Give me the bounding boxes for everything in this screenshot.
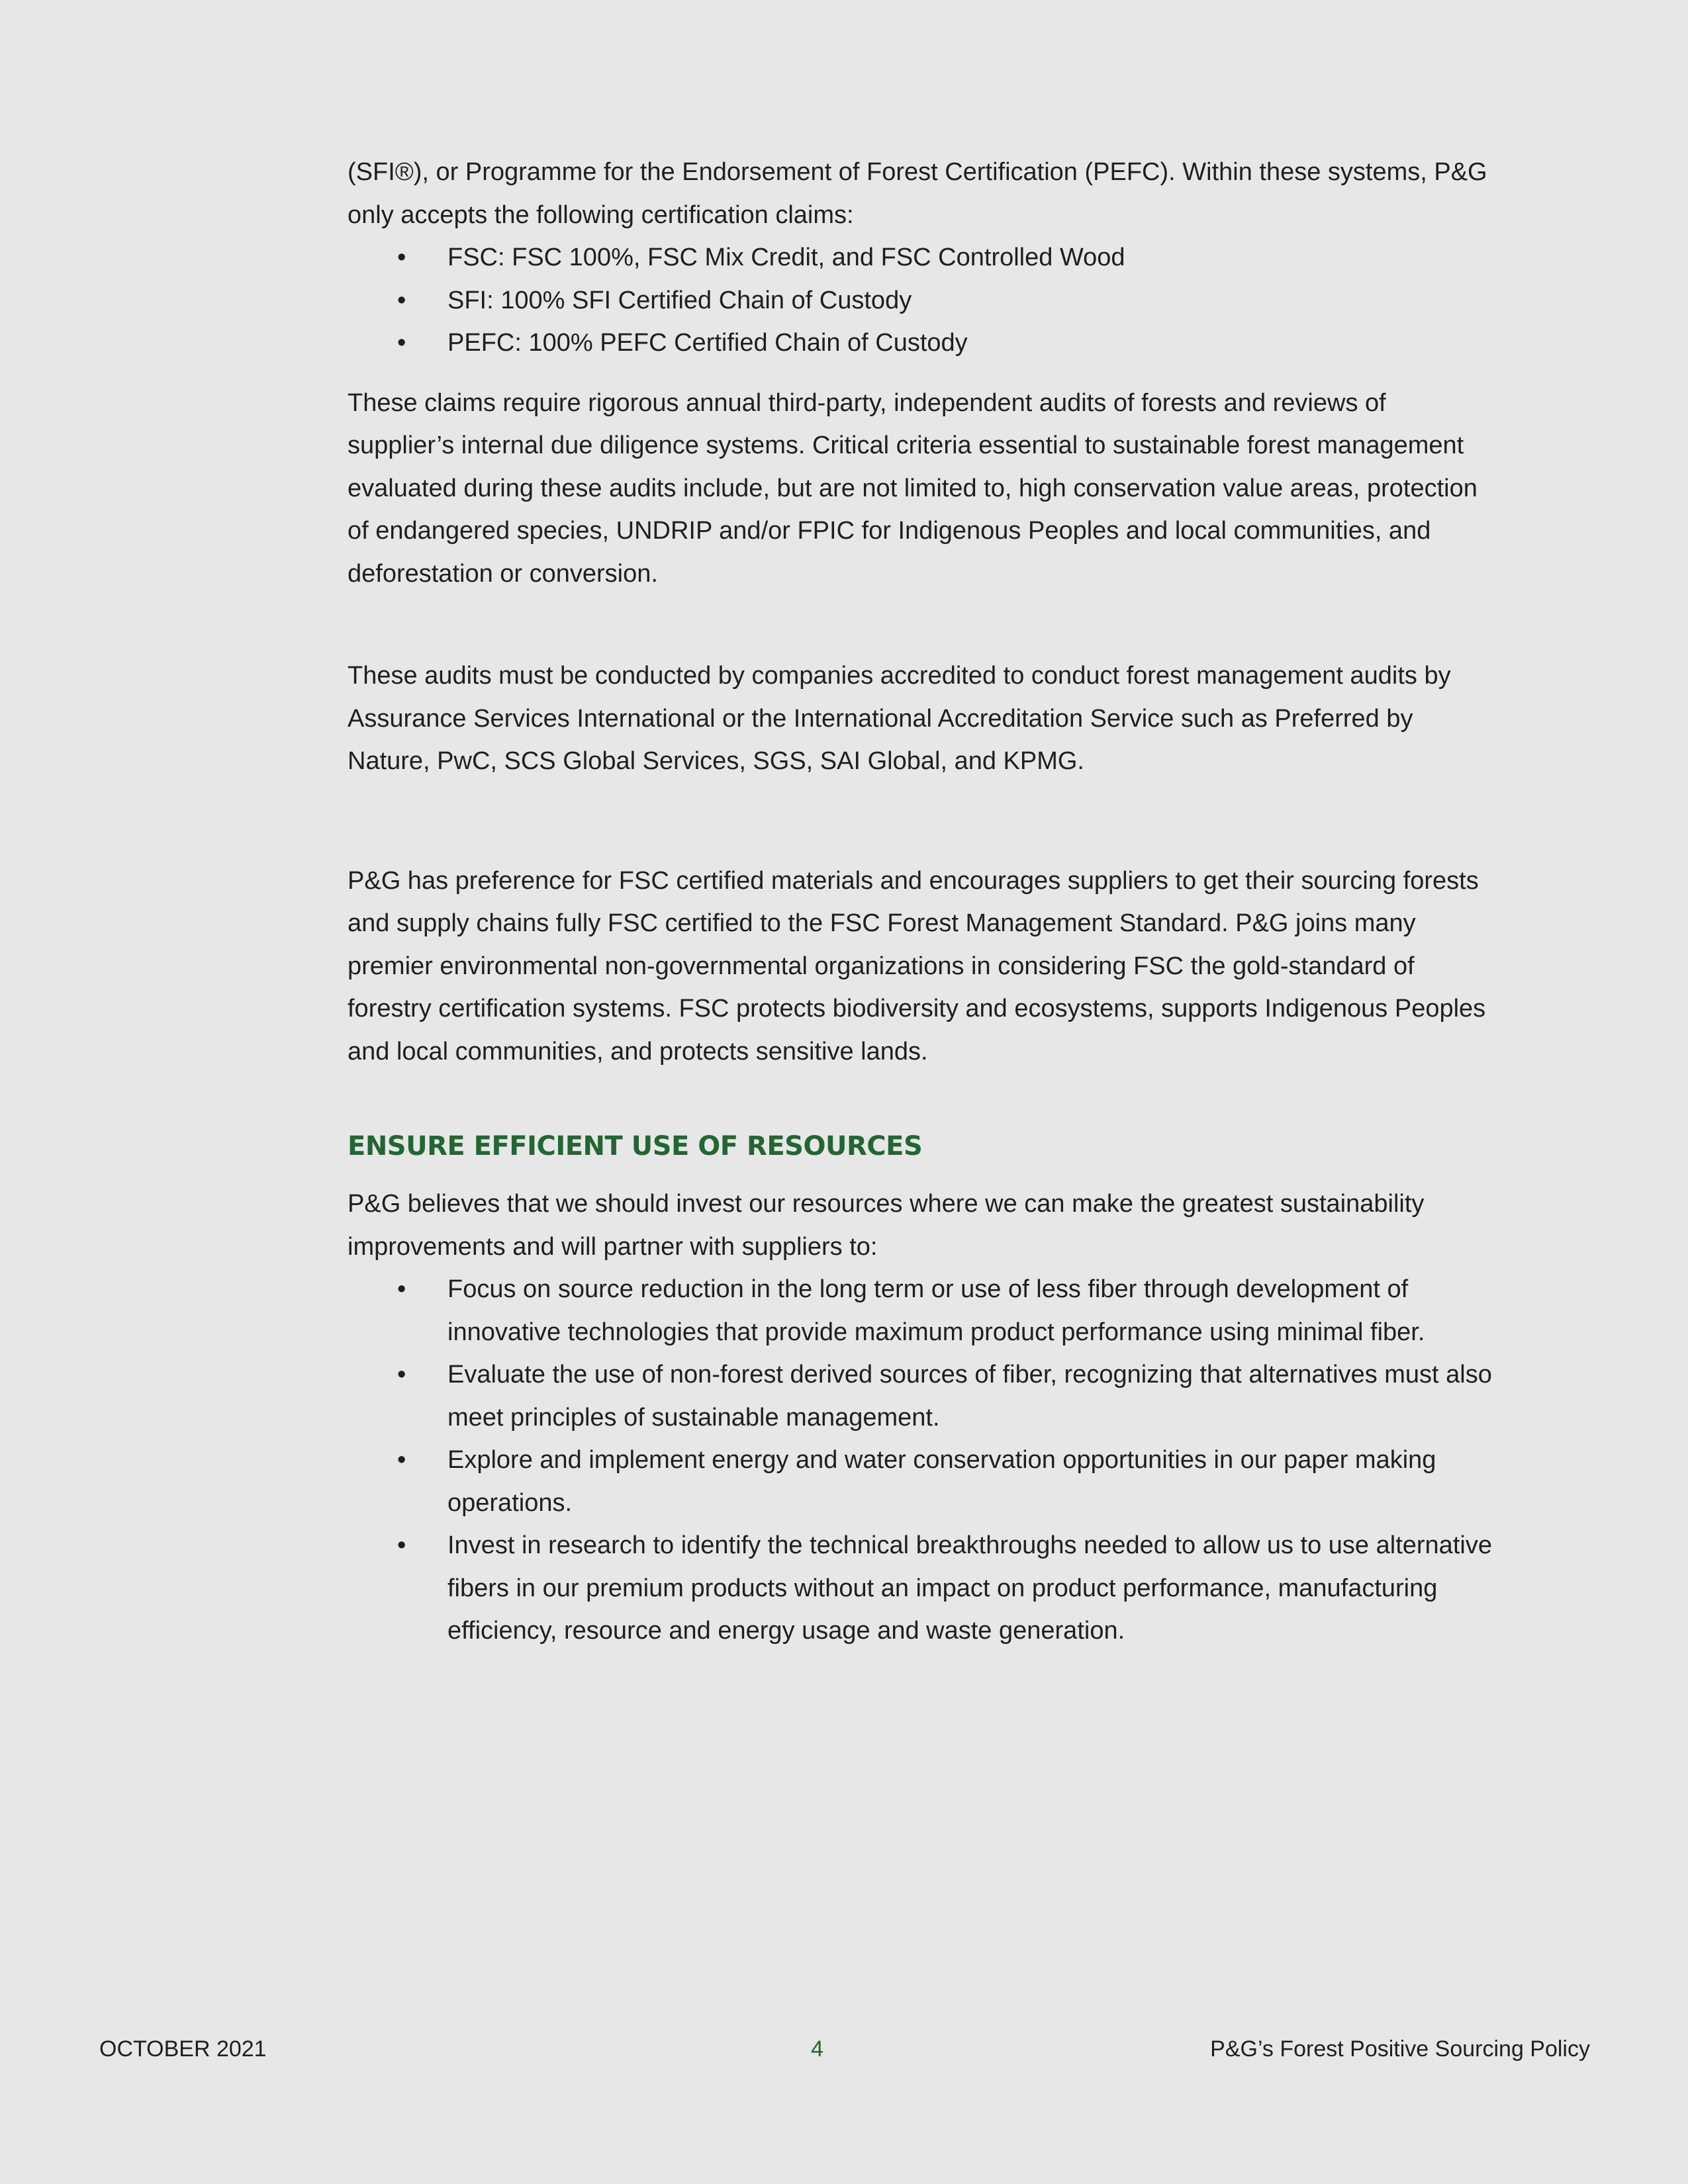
list-item-text: Focus on source reduction in the long term or use of less fiber through development of innovative technologies that provide maximum product performance using minimal fiber. bbox=[447, 1275, 1425, 1346]
page-content bbox=[348, 151, 1499, 1653]
list-item bbox=[348, 322, 1499, 365]
list-item bbox=[348, 1268, 1499, 1353]
list-item bbox=[348, 236, 1499, 279]
bullet-icon: • bbox=[397, 329, 406, 357]
section-intro-paragraph: P&G believes that we should invest our resources where we can make the greatest sustainability improvements and will partner with suppliers to: bbox=[348, 1190, 1425, 1261]
bullet-icon: • bbox=[397, 286, 406, 314]
list-item bbox=[348, 1524, 1499, 1653]
list-item bbox=[348, 279, 1499, 322]
bullet-icon: • bbox=[397, 1275, 406, 1303]
certification-claims-list bbox=[348, 236, 1499, 365]
bullet-icon: • bbox=[397, 1531, 406, 1559]
list-item-text: SFI: 100% SFI Certified Chain of Custody bbox=[447, 286, 912, 314]
audits-paragraph: These claims require rigorous annual third-party, independent audits of forests and reviews of supplier’s internal due diligence systems. Critical criteria essential to sustainable forest management evaluated during these audits include, but are not limited to, high conservation value areas, protection of endangered species, UNDRIP and/or FPIC for Indigenous Peoples and local communities, and deforestation or conversion. bbox=[348, 388, 1477, 588]
bullet-icon: • bbox=[397, 1361, 406, 1388]
list-item-text: Invest in research to identify the technical breakthroughs needed to allow us to use alternative fibers in our premium products without an impact on product performance, manufacturing efficiency, resource and energy usage and waste generation. bbox=[447, 1531, 1492, 1645]
footer-page-number: 4 bbox=[811, 2036, 823, 2062]
bullet-icon: • bbox=[397, 244, 406, 271]
list-item-text: PEFC: 100% PEFC Certified Chain of Custody bbox=[447, 329, 968, 357]
list-item-text: Evaluate the use of non-forest derived sources of fiber, recognizing that alternatives must also meet principles of sustainable management. bbox=[447, 1361, 1492, 1432]
intro-paragraph: (SFI®), or Programme for the Endorsement of Forest Certification (PEFC). Within these systems, P&G only accepts the following certification claims: bbox=[348, 158, 1487, 229]
list-item-text: Explore and implement energy and water conservation opportunities in our paper making operations. bbox=[447, 1446, 1436, 1517]
fsc-preference-paragraph: P&G has preference for FSC certified materials and encourages suppliers to get their sourcing forests and supply chains fully FSC certified to the FSC Forest Management Standard. P&G joins many premier environmental non-governmental organizations in considering FSC the gold-standard of forestry certification systems. FSC protects biodiversity and ecosystems, supports Indigenous Peoples and local communities, and protects sensitive lands. bbox=[348, 866, 1486, 1066]
bullet-icon: • bbox=[397, 1446, 406, 1474]
list-item bbox=[348, 1439, 1499, 1524]
footer-document-title: P&G’s Forest Positive Sourcing Policy bbox=[1210, 2036, 1590, 2062]
section-heading: ENSURE EFFICIENT USE OF RESOURCES bbox=[348, 1131, 923, 1161]
footer-date: OCTOBER 2021 bbox=[99, 2036, 267, 2062]
accredited-auditors-paragraph: These audits must be conducted by companies accredited to conduct forest management audits by Assurance Services International or the International Accreditation Service such as Preferred by Nature, PwC, SCS Global Services, SGS, SAI Global, and KPMG. bbox=[348, 662, 1451, 775]
resource-efficiency-list bbox=[348, 1268, 1499, 1653]
list-item-text: FSC: FSC 100%, FSC Mix Credit, and FSC Controlled Wood bbox=[447, 244, 1125, 271]
list-item bbox=[348, 1353, 1499, 1439]
